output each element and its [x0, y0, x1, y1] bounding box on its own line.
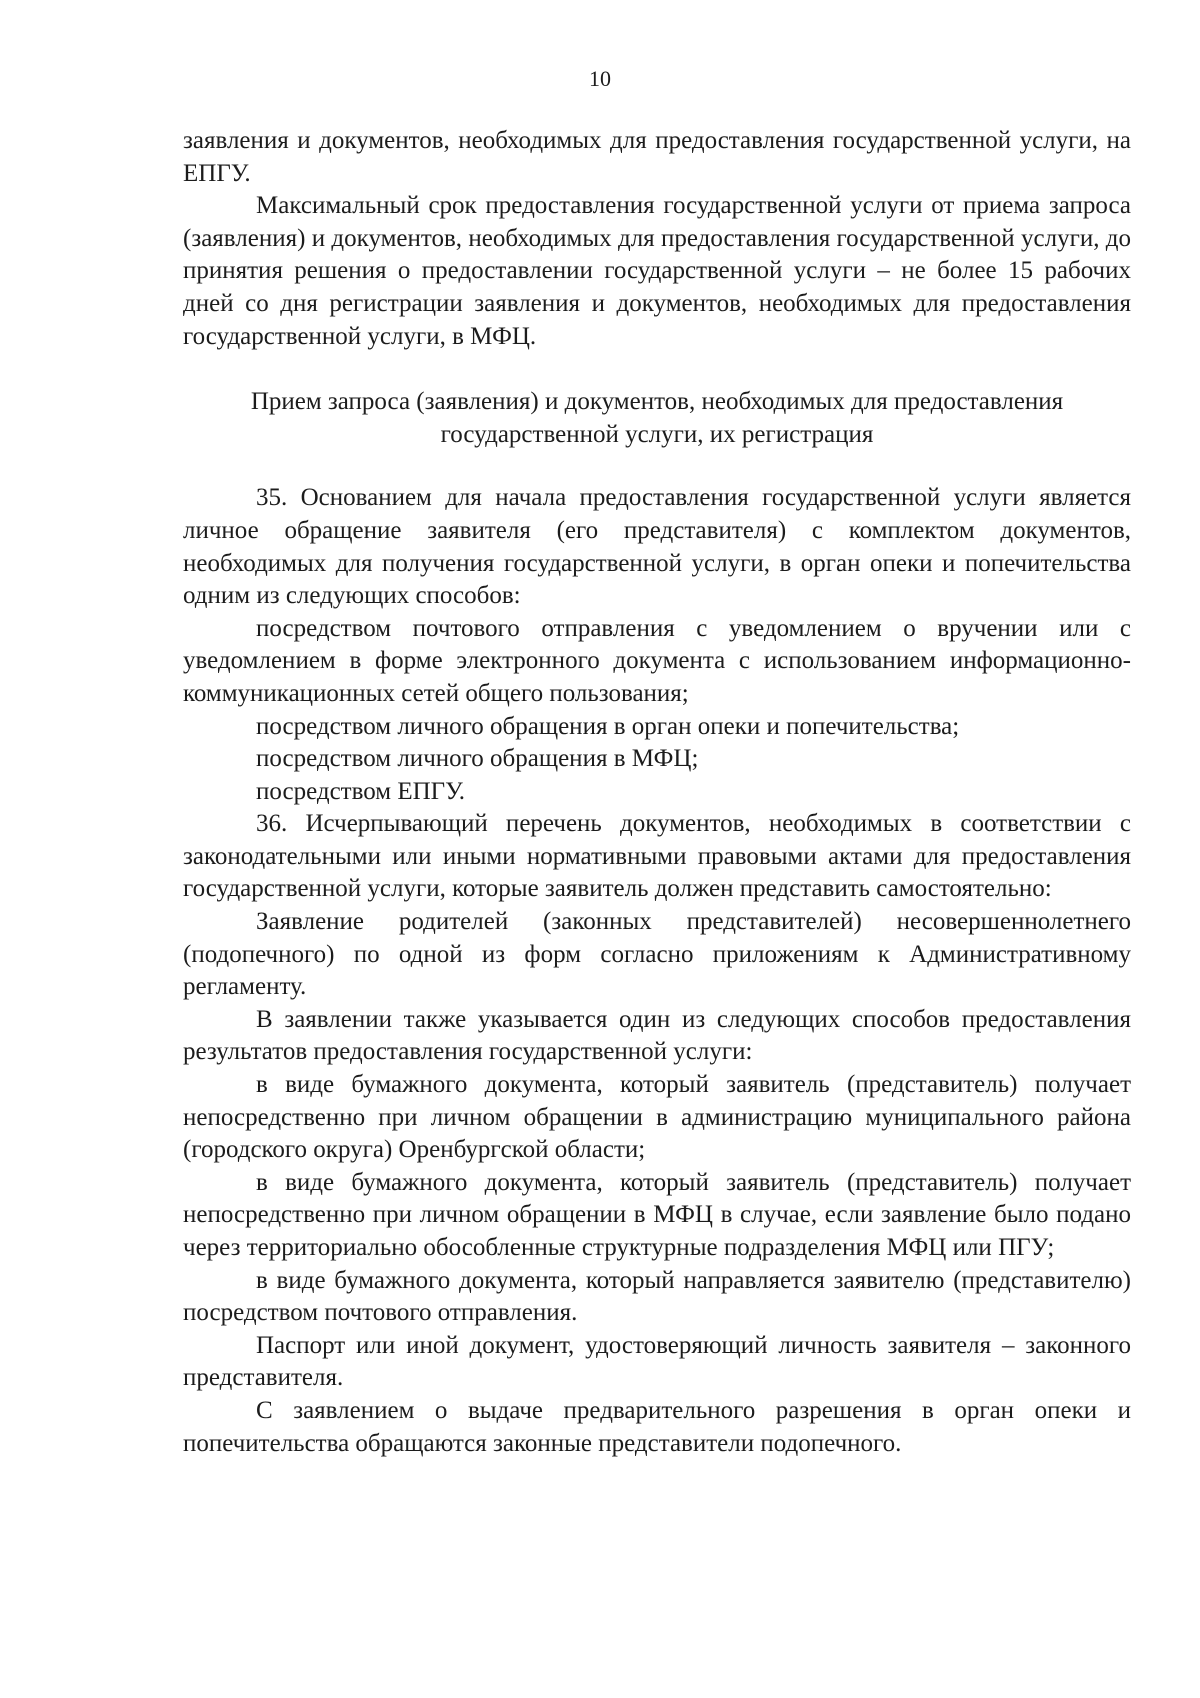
list-item-guardianship-office: посредством личного обращения в орган опеки и попечительства; [256, 712, 960, 740]
page-number: 10 [589, 66, 611, 91]
paragraph-passport: Паспорт или иной документ, удостоверяющий личность заявителя – законного представителя. [183, 1331, 1131, 1392]
list-item-epgu: посредством ЕПГУ. [256, 777, 465, 805]
paragraph-result-methods: В заявлении также указывается один из следующих способов предоставления результатов предоставления государственной услуги: [183, 1005, 1131, 1066]
paragraph-application: Заявление родителей (законных представителей) несовершеннолетнего (подопечного) по одной из форм согласно приложениям к Административному регламенту. [183, 908, 1131, 1001]
paragraph-max-term: Максимальный срок предоставления государственной услуги от приема запроса (заявления) и документов, необходимых для предоставления государственной услуги, до принятия решения о предоставлении государственной услуги – не более 15 рабочих дней со дня регистрации заявления и документов, необходимых для предоставления государственной услуги, в МФЦ. [183, 192, 1131, 350]
paragraph-item-36: 36. Исчерпывающий перечень документов, необходимых в соответствии с законодательными или иными нормативными правовыми актами для предоставления государственной услуги, которые заявитель должен представить самостоятельно: [183, 810, 1131, 903]
list-item-postal: посредством почтового отправления с уведомлением о вручении или с уведомлением в форме электронного документа с использованием информационно-коммуникационных сетей общего пользования; [183, 614, 1131, 707]
list-item-paper-mfc: в виде бумажного документа, который заявитель (представитель) получает непосредственно при личном обращении в МФЦ в случае, если заявление было подано через территориально обособленные структурные подразделения МФЦ или ПГУ; [183, 1168, 1131, 1261]
paragraph-continuation: заявления и документов, необходимых для предоставления государственной услуги, на ЕПГУ. [183, 127, 1131, 187]
section-heading: Прием запроса (заявления) и документов, необходимых для предоставления государственной услуги, их регистрация [250, 388, 1064, 448]
list-item-mfc: посредством личного обращения в МФЦ; [256, 745, 699, 773]
list-item-paper-postal: в виде бумажного документа, который направляется заявителю (представителю) посредством почтового отправления. [183, 1266, 1131, 1327]
list-item-paper-administration: в виде бумажного документа, который заявитель (представитель) получает непосредственно при личном обращении в администрацию муниципального района (городского округа) Оренбургской области; [183, 1071, 1131, 1164]
paragraph-legal-representatives: С заявлением о выдаче предварительного разрешения в орган опеки и попечительства обращаются законные представители подопечного. [183, 1396, 1131, 1457]
document-body [183, 125, 1131, 1460]
paragraph-item-35: 35. Основанием для начала предоставления государственной услуги является личное обращение заявителя (его представителя) с комплектом документов, необходимых для получения государственной услуги, в орган опеки и попечительства одним из следующих способов: [183, 484, 1131, 610]
